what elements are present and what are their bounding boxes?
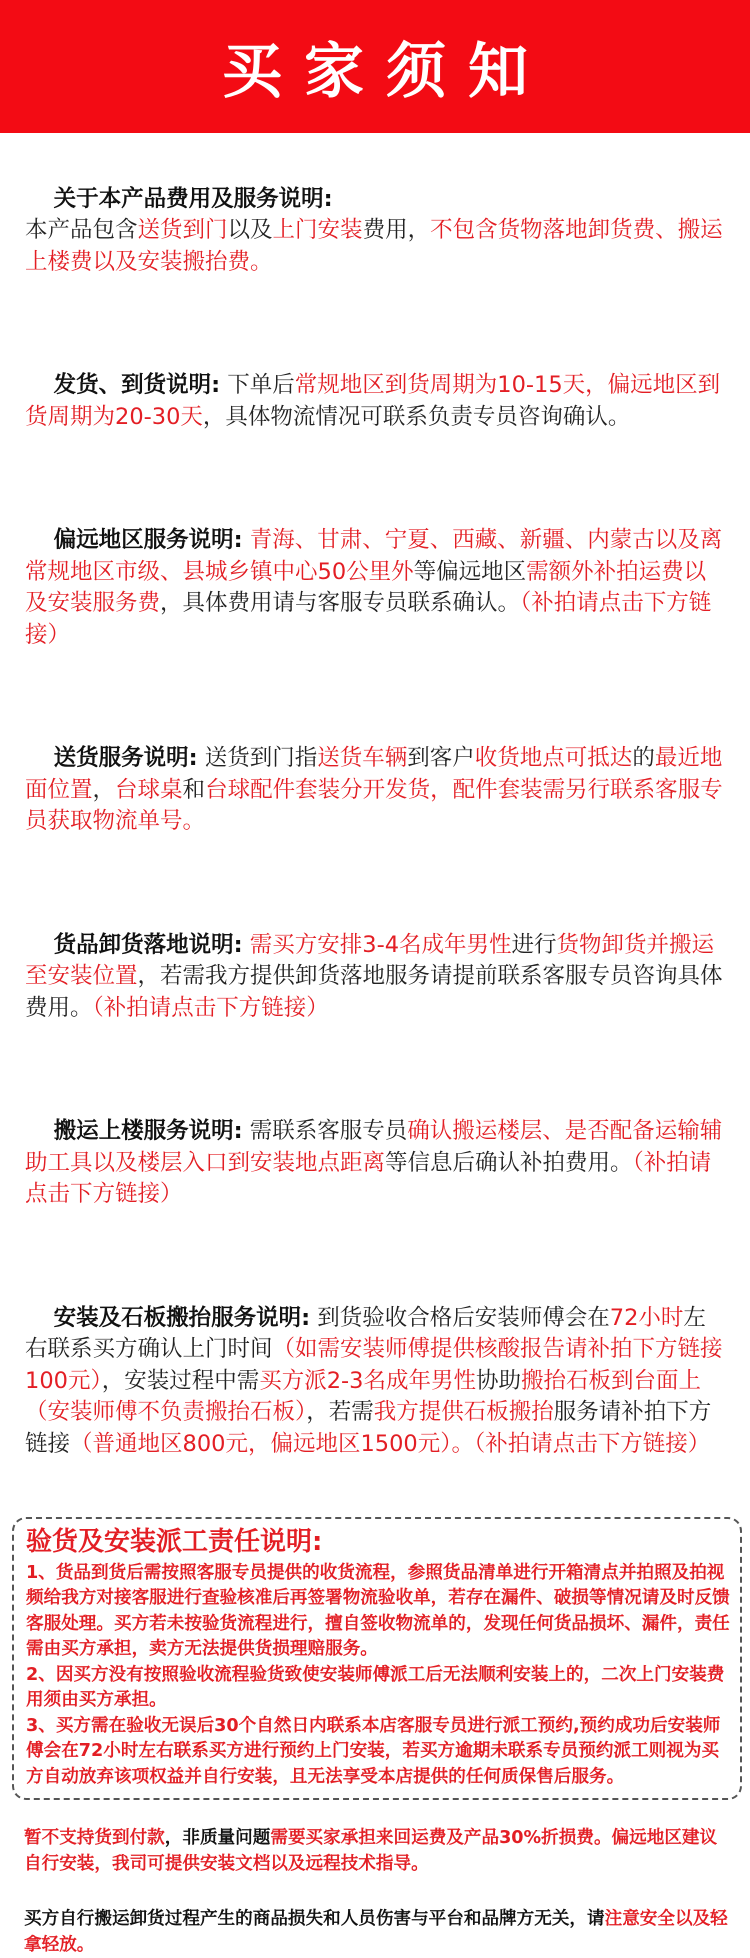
section-title: 偏远地区服务说明: bbox=[53, 527, 243, 553]
text-segment: 货物卸货并搬运至安装位置 bbox=[25, 931, 715, 989]
text-segment: 服务请补拍下方链接 bbox=[25, 1399, 712, 1457]
text-segment: 暂不支持货到付款 bbox=[24, 1828, 165, 1848]
section-title: 货品卸货落地说明: bbox=[53, 931, 243, 958]
text-segment: （补拍请点击下方链接） bbox=[25, 1149, 712, 1207]
text-segment: 台球配件套装分开发货，配件套装需另行联系客服专员获取物流单号。 bbox=[25, 776, 723, 834]
section-remote-area bbox=[25, 494, 726, 683]
text-segment: ，安装过程中需 bbox=[101, 1367, 260, 1394]
text-segment: 3、买方需在验收无误后30个自然日内联系本店客服专员进行派工预约,预约成功后安装师傅会在72小时左右联系买方进行预约上门安装，若买方逾期未联系专员预约派工则视为买方自动放弃该项权益并自行安装，且无法享受本店提供的任何质保售后服务。 bbox=[26, 1715, 721, 1787]
text-segment: 确认搬运楼层、是否配备运输辅助工具以及楼层入口到安装地点距离 bbox=[25, 1118, 723, 1176]
responsibility-notice-box bbox=[12, 1517, 742, 1801]
text-segment: 费用， bbox=[362, 217, 431, 243]
text-segment: 和 bbox=[182, 776, 206, 803]
text-segment: （补拍请点击下方链接） bbox=[25, 590, 712, 648]
notice-item bbox=[26, 1561, 730, 1663]
section-fee-service bbox=[25, 152, 726, 310]
text-segment: 买方自行搬运卸货过程产生的商品损失和人员伤害与平台和品牌方无关，请 bbox=[24, 1909, 605, 1929]
text-segment: 左右联系买方确认上门时间 bbox=[25, 1304, 706, 1362]
text-segment: 72小时 bbox=[609, 1304, 684, 1331]
text-segment: 上门安装 bbox=[272, 217, 363, 243]
text-segment: 需要买家承担来回运费及产品30%折损费。偏远地区建议自行安装，我司可提供安装文档以及远程技术指导。 bbox=[24, 1828, 718, 1874]
text-segment: 台球桌 bbox=[115, 776, 183, 803]
text-segment: 需买方安排3-4名成年男性 bbox=[242, 931, 512, 958]
text-segment: 到客户 bbox=[407, 745, 475, 771]
text-segment: 1、货品到货后需按照客服专员提供的收货流程，参照货品清单进行开箱清点并拍照及拍视频给我方对接客服进行查验核准后再签署物流验收单，若存在漏件、破损等情况请及时反馈客服处理。买方若未按验货流程进行，擅自签收物流单的，发现任何货品损坏、漏件，责任需由买方承担，卖方无法提供货损理赔服务。 bbox=[26, 1562, 730, 1659]
text-segment: ， bbox=[92, 776, 116, 803]
section-delivery-service bbox=[25, 712, 726, 870]
text-segment: 的 bbox=[632, 745, 655, 771]
header-banner bbox=[0, 0, 750, 133]
text-segment: （普通地区800元，偏远地区1500元）。（补拍请点击下方链接） bbox=[70, 1430, 711, 1457]
payment-notice bbox=[24, 1826, 730, 1877]
text-segment: 搬抬石板到台面上（安装师傅不负责搬抬石板） bbox=[25, 1367, 701, 1425]
notice-title: 验货及安装派工责任说明: bbox=[26, 1526, 323, 1557]
text-segment: 等偏远地区 bbox=[413, 558, 527, 585]
text-segment: 进行 bbox=[511, 931, 557, 958]
page-title: 买家须知 bbox=[222, 36, 550, 107]
text-segment: 最近地面位置 bbox=[25, 745, 723, 803]
text-segment: 不包含货物落地卸货费、搬运上楼费以及安装搬抬费。 bbox=[25, 217, 723, 275]
text-segment: 买方派2-3名成年男性 bbox=[259, 1367, 476, 1394]
text-segment: （如需安装师傅提供核酸报告请补拍下方链接100元） bbox=[25, 1336, 723, 1394]
text-segment: ，若需我方提供卸货落地服务请提前联系客服专员咨询具体费用。 bbox=[25, 963, 723, 1021]
text-segment: 送货车辆 bbox=[317, 745, 408, 771]
text-segment: 注意安全以及轻拿轻放。 bbox=[24, 1909, 728, 1955]
text-segment: 以及 bbox=[227, 217, 273, 243]
text-segment: 下单后 bbox=[220, 372, 295, 398]
text-segment: 送货到门 bbox=[137, 217, 228, 243]
text-segment: ，若需 bbox=[306, 1399, 374, 1425]
section-title: 安装及石板搬抬服务说明: bbox=[53, 1304, 311, 1331]
section-title: 搬运上楼服务说明: bbox=[53, 1118, 243, 1144]
text-segment: ，具体费用请与客服专员联系确认。 bbox=[160, 590, 521, 616]
text-segment: 常规地区到货周期为10-15天，偏远地区到货周期为20-30天 bbox=[25, 372, 721, 430]
notice-item bbox=[26, 1663, 730, 1714]
text-segment: 协助 bbox=[475, 1367, 521, 1394]
section-title: 发货、到货说明: bbox=[53, 372, 221, 398]
section-unloading bbox=[25, 898, 726, 1056]
section-upstairs bbox=[25, 1085, 726, 1243]
service-sections bbox=[0, 133, 750, 1492]
text-segment: 需额外补拍运费以及安装服务费 bbox=[25, 558, 707, 616]
section-title: 送货服务说明: bbox=[53, 745, 198, 771]
text-segment: 青海、甘肃、宁夏、西藏、新疆、内蒙古以及离常规地区市级、县城乡镇中心50公里外 bbox=[25, 527, 723, 585]
text-segment: 送货到门指 bbox=[197, 745, 318, 771]
notice-item bbox=[26, 1714, 730, 1791]
text-segment: 等信息后确认补拍费用。 bbox=[385, 1149, 633, 1176]
text-segment: ，非质量问题 bbox=[164, 1828, 271, 1848]
text-segment: （补拍请点击下方链接） bbox=[92, 994, 329, 1021]
text-segment: 2、因买方没有按照验收流程验货致使安装师傅派工后无法顺利安装上的，二次上门安装费用须由买方承担。 bbox=[26, 1664, 725, 1710]
safety-notice bbox=[24, 1907, 730, 1958]
text-segment: ，具体物流情况可联系负责专员咨询确认。 bbox=[202, 403, 631, 430]
text-segment: 本产品包含 bbox=[25, 217, 138, 243]
section-delivery-time bbox=[25, 339, 726, 465]
section-installation bbox=[25, 1271, 726, 1492]
text-segment: 需联系客服专员 bbox=[242, 1118, 408, 1144]
section-title: 关于本产品费用及服务说明: bbox=[53, 185, 333, 212]
section-body bbox=[25, 217, 723, 275]
text-segment: 收货地点可抵达 bbox=[474, 745, 633, 771]
text-segment: 我方提供石板搬抬 bbox=[373, 1399, 554, 1425]
text-segment: 到货验收合格后安装师傅会在 bbox=[310, 1304, 610, 1331]
